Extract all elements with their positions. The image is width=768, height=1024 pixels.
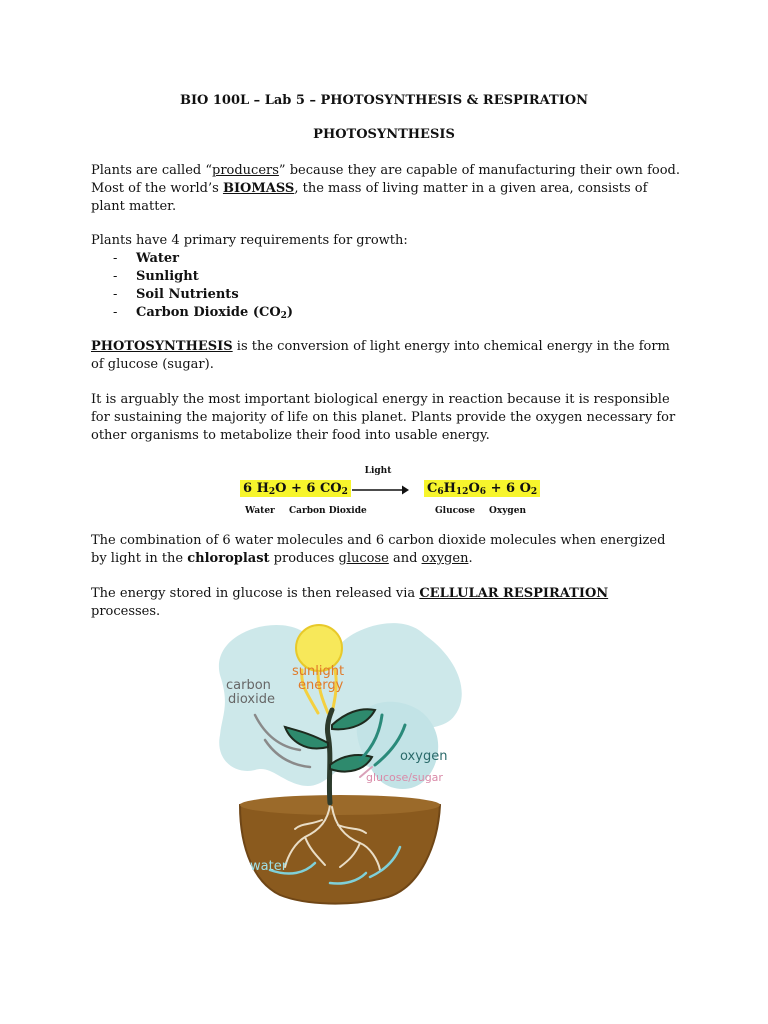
equation-label-oxygen: Oxygen [489, 506, 526, 516]
subscript: 6 [479, 487, 487, 497]
list-item-label: Sunlight [136, 269, 199, 284]
equation-label-glucose: Glucose [435, 506, 475, 516]
list-item [91, 286, 681, 304]
text-run: and [388, 551, 422, 566]
oxygen-term: oxygen [421, 551, 469, 566]
equation-label-water: Water [245, 506, 275, 516]
text-run: , the mass of living matter in a given area, consists of plant matter. [91, 181, 648, 214]
text-run: is the conversion of light energy into chemical energy in the form of glucose (sugar). [91, 339, 670, 372]
section-heading: PHOTOSYNTHESIS [313, 127, 455, 142]
soil-top [240, 795, 440, 815]
text-run: produces [269, 551, 339, 566]
energy-label: energy [298, 678, 344, 693]
list-item [91, 304, 681, 322]
text-run: ” because they are capable of manufacturing their own food. Most of the world’s [91, 163, 680, 196]
list-item [91, 268, 681, 286]
equation-label-carbon-dioxide: Carbon Dioxide [289, 506, 367, 516]
requirements-list [91, 250, 681, 322]
list-item-close: ) [286, 305, 294, 320]
cellular-respiration-term: CELLULAR RESPIRATION [419, 586, 609, 601]
subscript: 6 [437, 487, 444, 497]
reaction-arrow-icon [352, 484, 410, 496]
combination-paragraph [91, 532, 681, 568]
text-run: 6 H [243, 481, 269, 496]
list-dash: - [113, 269, 118, 284]
photosynthesis-definition [91, 338, 681, 374]
text-run: O + 6 CO [275, 481, 342, 496]
list-dash: - [113, 305, 118, 320]
subscript: 2 [268, 487, 276, 497]
oxygen-label: oxygen [400, 749, 448, 764]
requirements-block [91, 232, 681, 322]
list-item [91, 250, 681, 268]
text-run: The energy stored in glucose is then released via [91, 586, 420, 601]
list-dash: - [113, 251, 118, 266]
equation-light-label: Light [364, 466, 392, 476]
biomass-term: BIOMASS [222, 181, 295, 196]
glucose-term: glucose [338, 551, 389, 566]
requirements-intro: Plants have 4 primary requirements for growth: [91, 233, 408, 248]
text-run: C [427, 481, 438, 496]
carbon-label: carbon [226, 678, 271, 693]
subscript: 2 [280, 311, 287, 321]
list-item-label: Water [136, 251, 180, 266]
text-run: Plants are called “ [91, 163, 212, 178]
chloroplast-term: chloroplast [187, 551, 270, 566]
text-run: processes. [91, 604, 161, 619]
importance-paragraph: It is arguably the most important biological energy in reaction because it is responsible for sustaining the majority of life on this planet. Plants provide the oxygen necessary for other organisms to metabolize their food into usable energy. [91, 392, 676, 443]
list-item-label: Soil Nutrients [136, 287, 239, 302]
equation-products [424, 480, 540, 497]
page-title: BIO 100L – Lab 5 – PHOTOSYNTHESIS & RESPIRATION [179, 93, 589, 108]
list-item-label: Carbon Dioxide (CO [136, 305, 281, 320]
list-dash: - [113, 287, 118, 302]
equation-reactants [240, 480, 351, 497]
text-run: O [468, 481, 480, 496]
subscript: 12 [455, 487, 469, 497]
water-label: water [250, 859, 288, 874]
subscript: 2 [341, 487, 348, 497]
sunlight-label: sunlight [292, 664, 345, 679]
text-run: + 6 O [486, 481, 531, 496]
subscript: 2 [530, 487, 538, 497]
producers-paragraph [91, 162, 681, 216]
photosynthesis-illustration [210, 615, 470, 905]
text-run: The combination of 6 water molecules and 6 carbon dioxide molecules when energized by light in the [91, 533, 666, 566]
producers-term: producers [212, 163, 279, 178]
photosynthesis-term: PHOTOSYNTHESIS [91, 339, 233, 354]
dioxide-label: dioxide [228, 692, 275, 707]
text-run: . [468, 551, 473, 566]
text-run: H [443, 481, 456, 496]
glucose-label: glucose/sugar [366, 771, 443, 784]
